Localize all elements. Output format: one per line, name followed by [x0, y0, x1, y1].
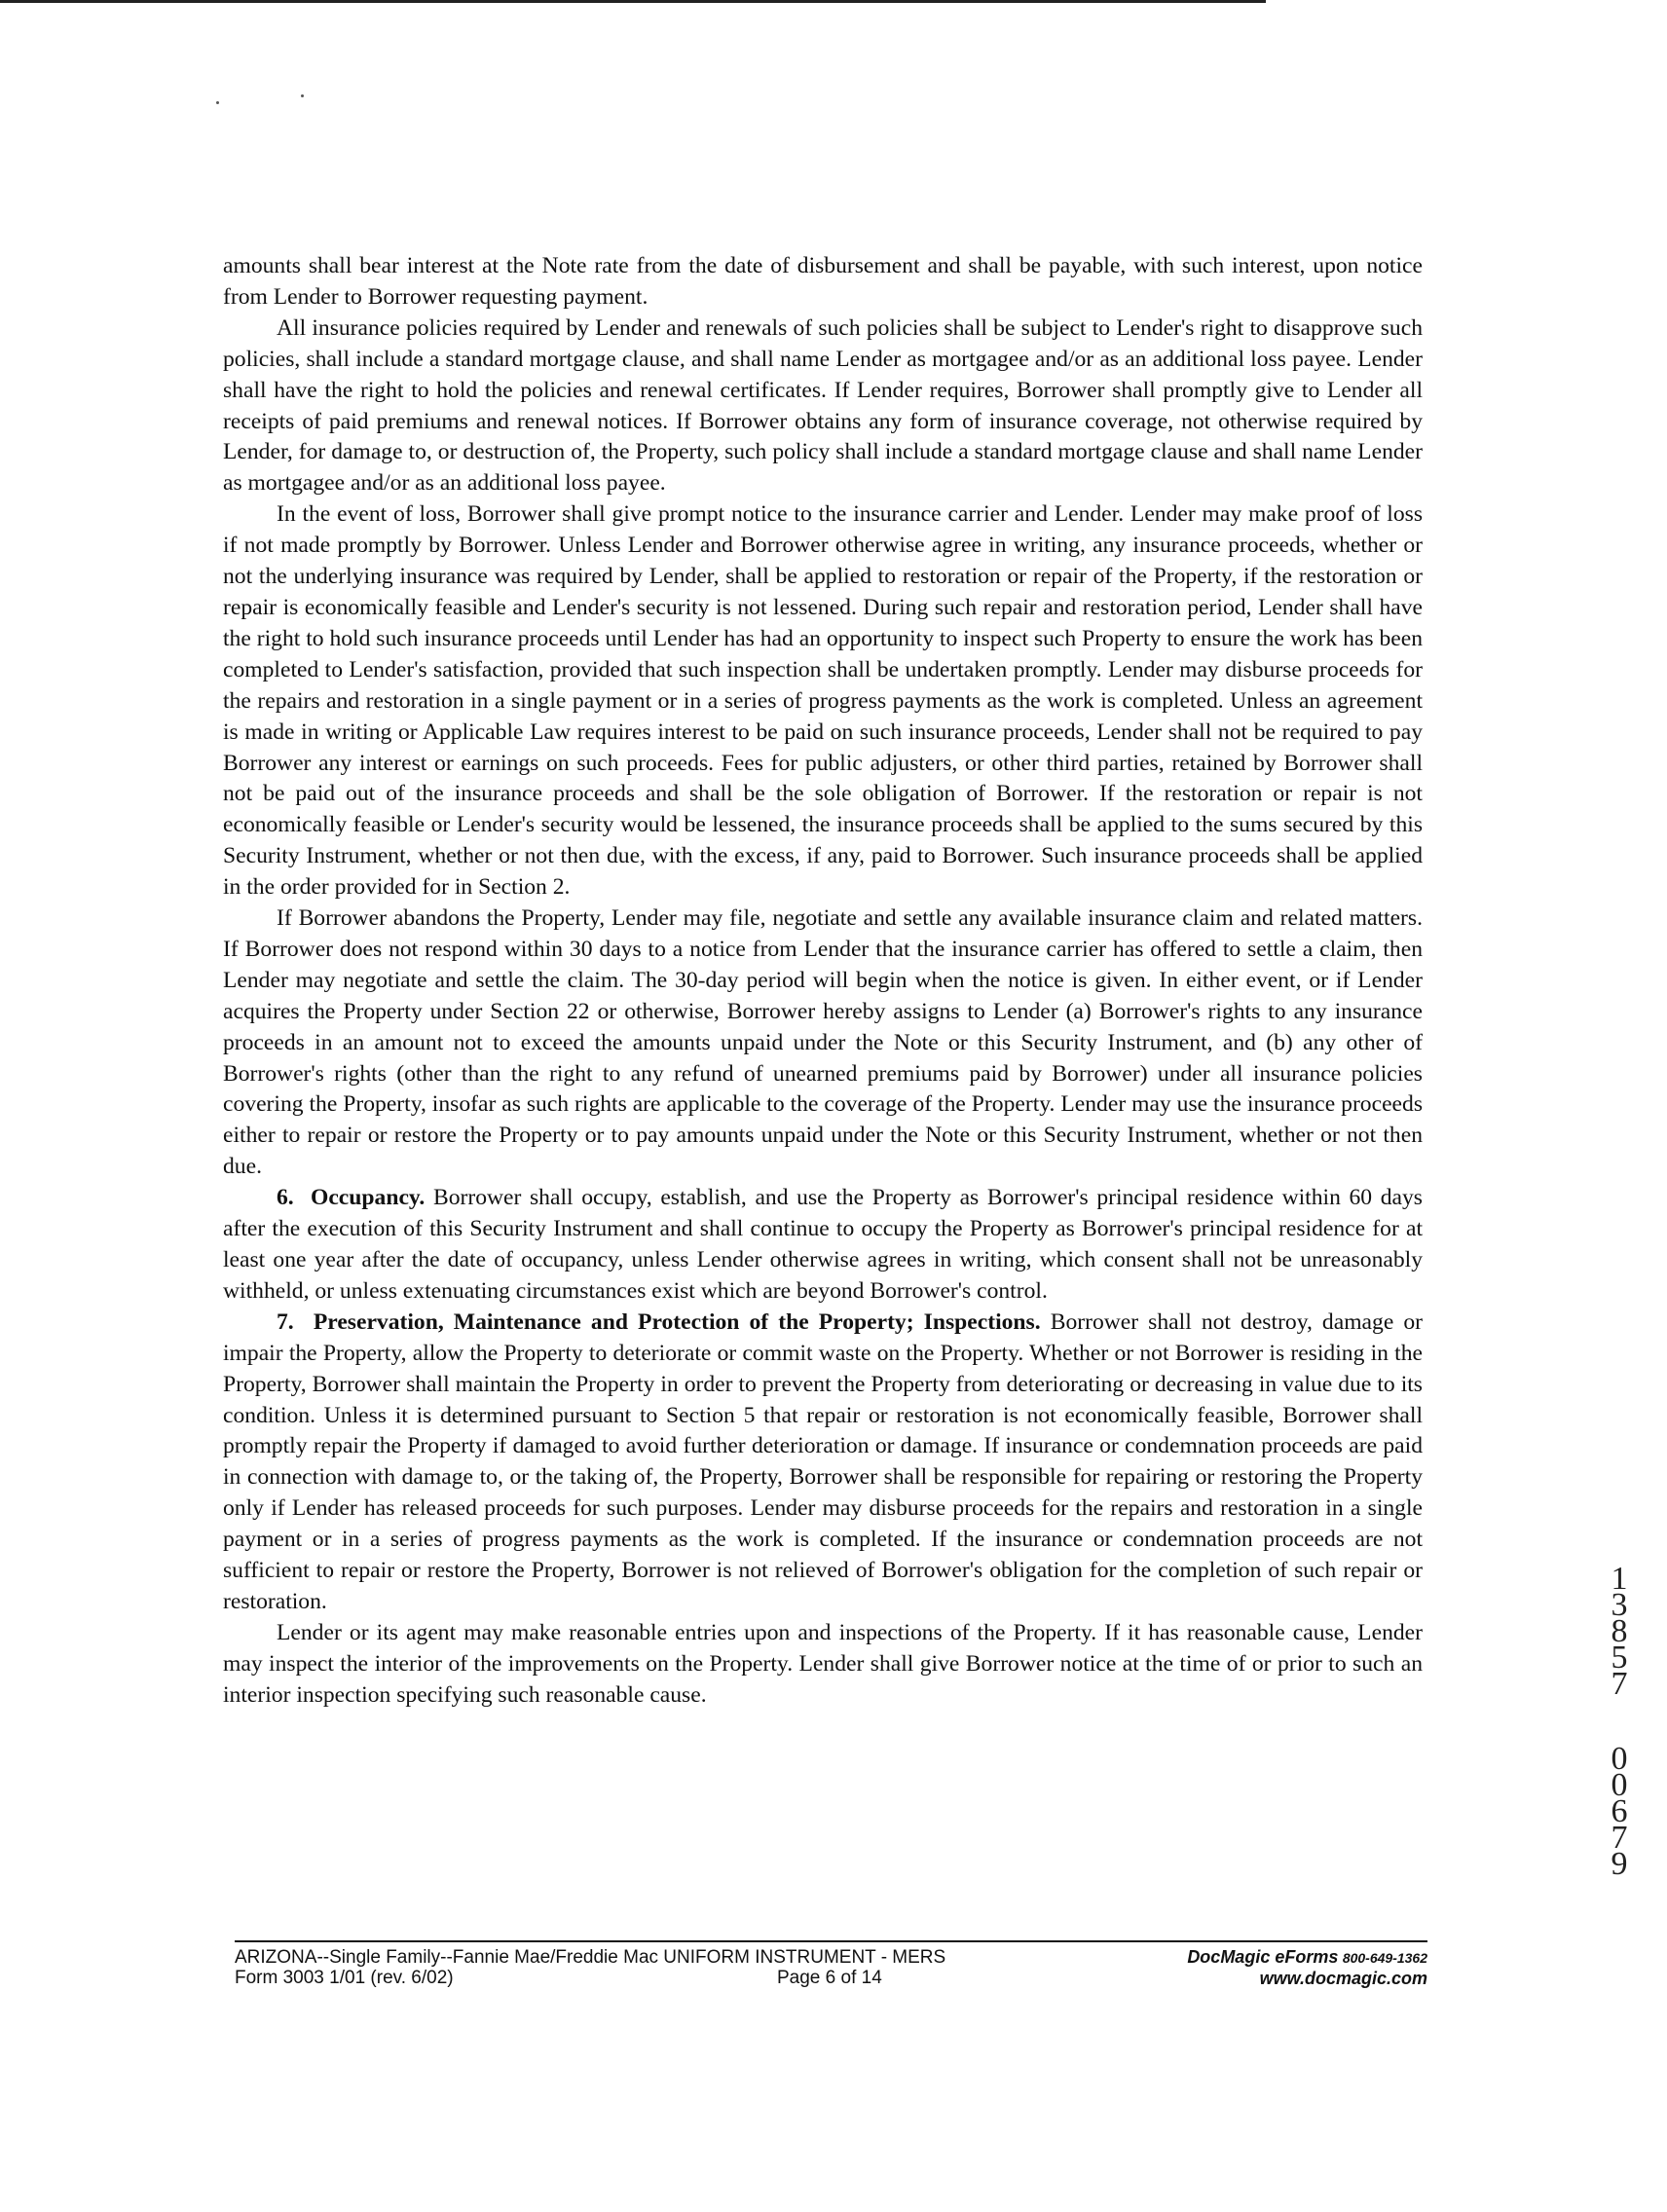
stamp-digit: 1	[1611, 1561, 1628, 1597]
vendor-website: www.docmagic.com	[1259, 1969, 1427, 1988]
paragraph-abandonment: If Borrower abandons the Property, Lender may file, negotiate and settle any available insurance claim and related matters. If Borrower does not respond within 30 days to a notice from Lender that the insurance carrier has offered to settle a claim, then Lender may negotiate and settle the claim. The 30-day period will begin when the notice is given. In either event, or if Lender acquires the Property under Section 22 or otherwise, Borrower hereby assigns to Lender (a) Borrower's rights to any insurance proceeds in an amount not to exceed the amounts unpaid under the Note or this Security Instrument, and (b) any other of Borrower's rights (other than the right to any refund of unearned premiums paid by Borrower) under all insurance policies covering the Property, insofar as such rights are applicable to the coverage of the Property. Lender may use the insurance proceeds either to repair or restore the Property or to pay amounts unpaid under the Note or this Security Instrument, whether or not then due.	[223, 905, 1423, 1180]
document-body	[223, 251, 1423, 1712]
footer-page-number: Page 6 of 14	[777, 1968, 882, 1988]
footer-vendor	[1116, 1947, 1427, 1989]
stamp-digit: 0	[1611, 1767, 1628, 1803]
margin-document-number	[1605, 1561, 1634, 1882]
section-7-preservation	[223, 1308, 1423, 1618]
section-7-number: 7.	[277, 1309, 294, 1335]
paragraph-insurance-policies: All insurance policies required by Lender and renewals of such policies shall be subject to Lender's right to disapprove such policies, shall include a standard mortgage clause, and shall name Lender as mortgagee and/or as an additional loss payee. Lender shall have the right to hold the policies and renewal certificates. If Lender requires, Borrower shall promptly give to Lender all receipts of paid premiums and renewal notices. If Borrower obtains any form of insurance coverage, not otherwise required by Lender, for damage to, or destruction of, the Property, such policy shall include a standard mortgage clause and shall name Lender as mortgagee and/or as an additional loss payee.	[223, 314, 1423, 497]
footer-form-title: ARIZONA--Single Family--Fannie Mae/Freddie Mac UNIFORM INSTRUMENT - MERS	[235, 1947, 946, 1968]
stamp-digit: 5	[1611, 1640, 1628, 1676]
stamp-digit: 0	[1611, 1741, 1628, 1777]
stamp-digit: 7	[1611, 1820, 1628, 1856]
section-7-text: Borrower shall not destroy, damage or impair the Property, allow the Property to deteriorate or commit waste on the Property. Whether or not Borrower is residing in the Property, Borrower shall maintain the Property in order to prevent the Property from deteriorating or decreasing in value due to its condition. Unless it is determined pursuant to Section 5 that repair or restoration is not economically feasible, Borrower shall promptly repair the Property if damaged to avoid further deterioration or damage. If insurance or condemnation proceeds are paid in connection with damage to, or the taking of, the Property, Borrower shall be responsible for repairing or restoring the Property only if Lender has released proceeds for such purposes. Lender may disburse proceeds for the repairs and restoration in a single payment or in a series of progress payments as the work is completed. If the insurance or condemnation proceeds are not sufficient to repair or restore the Property, Borrower is not relieved of Borrower's obligation for the completion of such repair or restoration.	[223, 1309, 1424, 1614]
stamp-digit: 6	[1611, 1793, 1628, 1829]
paragraph-inspections: Lender or its agent may make reasonable entries upon and inspections of the Property. If it has reasonable cause, Lender may inspect the interior of the improvements on the Property. Lender shall give Borrower notice at the time of or prior to such an interior inspection specifying such reasonable cause.	[223, 1619, 1423, 1708]
vendor-brand: DocMagic eForms	[1187, 1947, 1339, 1967]
stamp-digit: 8	[1611, 1613, 1628, 1649]
section-6-number: 6.	[277, 1185, 294, 1211]
stamp-digit: 9	[1611, 1846, 1628, 1882]
footer-divider	[235, 1940, 1427, 1942]
section-6-text: Borrower shall occupy, establish, and use the Property as Borrower's principal residence within 60 days after the execution of this Security Instrument and shall continue to occupy the Property as Borrower's principal residence for at least one year after the date of occupancy, unless Lender otherwise agrees in writing, which consent shall not be unreasonably withheld, or unless extenuating circumstances exist which are beyond Borrower's control.	[223, 1185, 1423, 1304]
paragraph-continuation: amounts shall bear interest at the Note rate from the date of disbursement and shall be payable, with such interest, upon notice from Lender to Borrower requesting payment.	[223, 253, 1423, 310]
stamp-digit: 7	[1611, 1666, 1628, 1702]
top-scan-border	[0, 0, 1266, 3]
section-7-heading: Preservation, Maintenance and Protection of the Property; Inspections.	[313, 1309, 1041, 1335]
paragraph-event-of-loss: In the event of loss, Borrower shall give prompt notice to the insurance carrier and Lender. Lender may make proof of loss if not made promptly by Borrower. Unless Lender and Borrower otherwise agree in writing, any insurance proceeds, whether or not the underlying insurance was required by Lender, shall be applied to restoration or repair of the Property, if the restoration or repair is economically feasible and Lender's security is not lessened. During such repair and restoration period, Lender shall have the right to hold such insurance proceeds until Lender has had an opportunity to inspect such Property to ensure the work has been completed to Lender's satisfaction, provided that such inspection shall be undertaken promptly. Lender may disburse proceeds for the repairs and restoration in a single payment or in a series of progress payments as the work is completed. Unless an agreement is made in writing or Applicable Law requires interest to be paid on such insurance proceeds, Lender shall not be required to pay Borrower any interest or earnings on such proceeds. Fees for public adjusters, or other third parties, retained by Borrower shall not be paid out of the insurance proceeds and shall be the sole obligation of Borrower. If the restoration or repair is not economically feasible or Lender's security would be lessened, the insurance proceeds shall be applied to the sums secured by this Security Instrument, whether or not then due, with the excess, if any, paid to Borrower. Such insurance proceeds shall be applied in the order provided for in Section 2.	[223, 501, 1423, 901]
stamp-digit: 3	[1611, 1587, 1628, 1623]
section-6-heading: Occupancy.	[310, 1185, 426, 1211]
footer-form-number: Form 3003 1/01 (rev. 6/02)	[235, 1968, 454, 1988]
scan-speck	[216, 101, 219, 104]
scan-speck	[301, 94, 304, 97]
stamp-gap	[1605, 1697, 1634, 1746]
section-6-occupancy	[223, 1183, 1423, 1308]
vendor-phone: 800-649-1362	[1342, 1950, 1427, 1966]
